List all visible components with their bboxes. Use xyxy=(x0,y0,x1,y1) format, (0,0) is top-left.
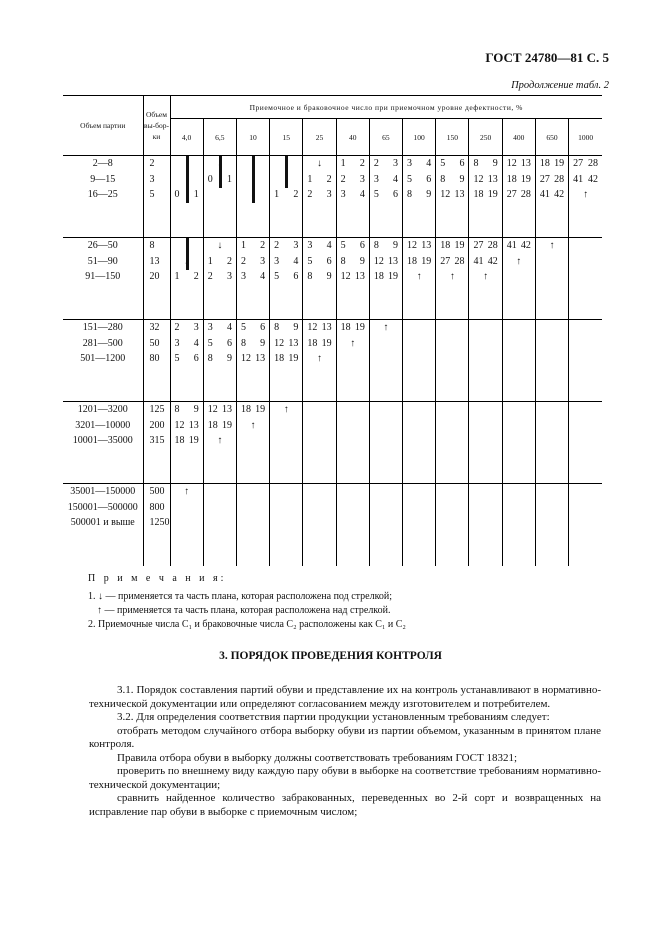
table-row xyxy=(63,156,602,238)
acceptance-cell: 3 4 5 6 8 9 xyxy=(203,320,236,402)
acceptance-cell xyxy=(270,484,303,566)
acceptance-cell xyxy=(535,484,568,566)
acceptance-cell: 12 13 18 19 ↑ xyxy=(403,238,436,320)
acceptance-cell: 2 3 3 4 5 6 xyxy=(270,238,303,320)
sample-size-cell: 32 50 80 xyxy=(143,320,170,402)
acceptance-cell: 27 28 41 42 ↑ xyxy=(569,156,602,238)
note-acceptance-numbers: 2. Приемочные числа C₁ и браковочные числа C₂ расположены как C₁ и C₂ xyxy=(88,619,406,630)
plan-boundary-bar xyxy=(285,156,288,188)
acceptance-cell xyxy=(403,320,436,402)
acceptance-cell: 1 2 xyxy=(270,156,303,238)
acceptance-cell: 41 42 ↑ xyxy=(502,238,535,320)
acceptance-cell: 3 4 5 6 8 9 xyxy=(303,238,336,320)
party-cell: 26—50 51—90 91—150 xyxy=(63,238,143,320)
acceptance-cell xyxy=(336,484,369,566)
acceptance-cell: 2 3 3 4 5 6 xyxy=(369,156,402,238)
acceptance-cell xyxy=(569,484,602,566)
acceptance-cell: 5 6 8 9 12 13 xyxy=(236,320,269,402)
acceptance-cell xyxy=(436,320,469,402)
sampling-plan-table xyxy=(63,95,602,566)
note-arrow-up: ↑ — применяется та часть плана, которая расположена над стрелкой. xyxy=(97,605,391,616)
acceptance-cell: 2 3 3 4 5 6 xyxy=(170,320,203,402)
acceptance-cell xyxy=(369,402,402,484)
acceptance-cell xyxy=(502,402,535,484)
table-notes xyxy=(88,572,406,632)
header-sample-size: Объем вы-бор-ки xyxy=(143,96,170,156)
acceptance-cell xyxy=(203,484,236,566)
acceptance-cell: 12 13 18 19 ↑ xyxy=(303,320,336,402)
acceptance-cell xyxy=(535,320,568,402)
acceptance-cell xyxy=(236,156,269,238)
section-paragraph: 3.2. Для определения соответствия партии продукции установленным требованиям следует: xyxy=(117,711,550,723)
acceptance-cell xyxy=(469,402,502,484)
document-reference: ГОСТ 24780—81 С. 5 xyxy=(485,50,609,65)
acceptance-cell xyxy=(502,320,535,402)
acceptance-cell: ↑ xyxy=(270,402,303,484)
acceptance-cell xyxy=(369,484,402,566)
acceptance-cell: 18 19 27 28 ↑ xyxy=(436,238,469,320)
acceptance-cell xyxy=(569,402,602,484)
level-header: 40 xyxy=(336,119,369,156)
level-header: 6,5 xyxy=(203,119,236,156)
acceptance-cell: 8 9 12 13 18 19 xyxy=(270,320,303,402)
acceptance-cell xyxy=(236,484,269,566)
level-header: 150 xyxy=(436,119,469,156)
acceptance-cell: 5 6 8 9 12 13 xyxy=(336,238,369,320)
level-header: 25 xyxy=(303,119,336,156)
party-cell: 2—8 9—15 16—25 xyxy=(63,156,143,238)
sample-size-cell: 500 800 1250 xyxy=(143,484,170,566)
acceptance-cell: 0 1 xyxy=(170,156,203,238)
acceptance-cell: 8 9 12 13 18 19 xyxy=(469,156,502,238)
acceptance-cell: 5 6 8 9 12 13 xyxy=(436,156,469,238)
acceptance-cell: 12 13 18 19 27 28 xyxy=(502,156,535,238)
acceptance-cell: 8 9 12 13 18 19 xyxy=(369,238,402,320)
acceptance-cell: 0 1 xyxy=(203,156,236,238)
level-header: 1000 xyxy=(569,119,602,156)
acceptance-cell xyxy=(403,484,436,566)
level-header: 15 xyxy=(270,119,303,156)
sample-size-cell: 2 3 5 xyxy=(143,156,170,238)
notes-title: П р и м е ч а н и я: xyxy=(88,573,227,584)
acceptance-cell: 8 9 12 13 18 19 xyxy=(170,402,203,484)
acceptance-cell xyxy=(469,320,502,402)
section-paragraph: Правила отбора обуви в выборку должны соответствовать требованиям ГОСТ 18321; xyxy=(117,751,518,764)
acceptance-cell: 18 19 27 28 41 42 xyxy=(535,156,568,238)
plan-boundary-bar xyxy=(219,156,222,188)
table-row xyxy=(63,320,602,402)
plan-boundary-bar xyxy=(186,156,189,203)
acceptance-cell: 3 4 5 6 8 9 xyxy=(403,156,436,238)
acceptance-cell xyxy=(303,484,336,566)
party-cell: 35001—150000 150001—500000 500001 и выше xyxy=(67,486,138,528)
level-header: 650 xyxy=(535,119,568,156)
acceptance-cell: 1 2 2 3 3 4 xyxy=(236,238,269,320)
table-row xyxy=(63,238,602,320)
plan-boundary-bar xyxy=(186,238,189,270)
level-header: 250 xyxy=(469,119,502,156)
acceptance-cell: ↑ xyxy=(535,238,568,320)
acceptance-cell xyxy=(336,402,369,484)
acceptance-cell: 1 2 xyxy=(170,238,203,320)
acceptance-cell: 12 13 18 19 ↑ xyxy=(203,402,236,484)
section-title: 3. ПОРЯДОК ПРОВЕДЕНИЯ КОНТРОЛЯ xyxy=(219,650,442,662)
acceptance-cell: ↓ 1 2 2 3 xyxy=(303,156,336,238)
acceptance-cell xyxy=(569,238,602,320)
acceptance-cell xyxy=(303,402,336,484)
level-header: 10 xyxy=(236,119,269,156)
acceptance-cell: 27 28 41 42 ↑ xyxy=(469,238,502,320)
acceptance-cell xyxy=(569,320,602,402)
section-paragraph: 3.1. Порядок составления партий обуви и представление их на контроль устанавливают в нормативно-технической документации или определяют согласованием между изготовителем и потребителем. xyxy=(89,684,601,710)
section-paragraph: сравнить найденное количество забракованных, переведенных во 2-й сорт и возвращенных на исправление пар обуви в выборке с приемочным числом; xyxy=(89,792,601,818)
acceptance-cell xyxy=(436,484,469,566)
party-cell: 1201—3200 3201—10000 10001—35000 xyxy=(63,402,143,484)
acceptance-cell: ↑ xyxy=(170,484,203,566)
acceptance-cell xyxy=(403,402,436,484)
acceptance-cell: ↑ xyxy=(369,320,402,402)
acceptance-cell: 18 19 ↑ xyxy=(236,402,269,484)
level-header: 4,0 xyxy=(170,119,203,156)
table-continuation-label: Продолжение табл. 2 xyxy=(511,80,609,91)
header-acceptance-numbers: Приемочное и браковочное число при приемочном уровне дефектности, % xyxy=(170,96,602,119)
acceptance-cell: 18 19 ↑ xyxy=(336,320,369,402)
acceptance-cell: ↓ 1 2 2 3 xyxy=(203,238,236,320)
plan-boundary-bar xyxy=(252,156,255,203)
acceptance-cell xyxy=(436,402,469,484)
section-body xyxy=(89,684,601,819)
table-row xyxy=(63,402,602,484)
acceptance-cell: 1 2 2 3 3 4 xyxy=(336,156,369,238)
header-party-volume: Объем партии xyxy=(63,96,143,156)
level-header: 65 xyxy=(369,119,402,156)
party-cell: 151—280 281—500 501—1200 xyxy=(63,320,143,402)
acceptance-cell xyxy=(502,484,535,566)
note-arrow-down: 1. ↓ — применяется та часть плана, которая расположена под стрелкой; xyxy=(88,591,393,602)
table-row xyxy=(63,484,602,566)
acceptance-cell xyxy=(469,484,502,566)
section-paragraph: проверить по внешнему виду каждую пару обуви в выборке на соответствие требованиям нормативно-технической документации; xyxy=(89,765,601,791)
sample-size-cell: 125 200 315 xyxy=(143,402,170,484)
section-paragraph: отобрать методом случайного отбора выборку обуви из партии объемом, указанным в принятом плане контроля. xyxy=(89,724,601,750)
acceptance-cell xyxy=(535,402,568,484)
level-header: 100 xyxy=(403,119,436,156)
level-header: 400 xyxy=(502,119,535,156)
sample-size-cell: 8 13 20 xyxy=(143,238,170,320)
